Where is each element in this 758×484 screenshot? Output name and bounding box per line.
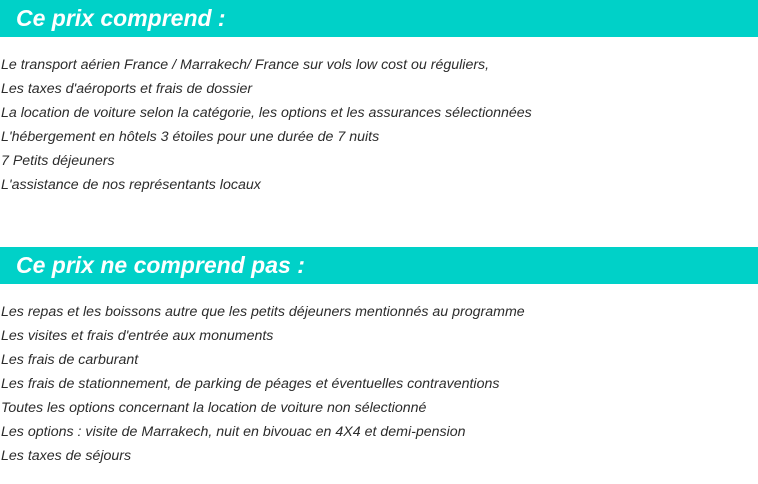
list-item: L'hébergement en hôtels 3 étoiles pour une durée de 7 nuits [1, 129, 380, 145]
list-item: 7 Petits déjeuners [1, 153, 115, 169]
list-item: Toutes les options concernant la location de voiture non sélectionné [1, 400, 427, 416]
excludes-heading: Ce prix ne comprend pas : [0, 247, 758, 284]
list-item: Les options : visite de Marrakech, nuit en bivouac en 4X4 et demi-pension [1, 424, 466, 440]
includes-heading: Ce prix comprend : [0, 0, 758, 37]
list-item: Les frais de carburant [1, 352, 139, 368]
list-item: Les taxes d'aéroports et frais de dossier [1, 81, 253, 97]
list-item: Les visites et frais d'entrée aux monuments [1, 328, 274, 344]
list-item: La location de voiture selon la catégorie, les options et les assurances sélectionnées [1, 105, 532, 121]
list-item: Les taxes de séjours [1, 448, 132, 464]
excludes-list [0, 300, 758, 468]
list-item: Les repas et les boissons autre que les petits déjeuners mentionnés au programme [1, 304, 525, 320]
list-item: Les frais de stationnement, de parking de péages et éventuelles contraventions [1, 376, 500, 392]
list-item: Le transport aérien France / Marrakech/ France sur vols low cost ou réguliers, [1, 57, 490, 73]
list-item: L'assistance de nos représentants locaux [1, 177, 261, 193]
includes-list [0, 53, 758, 197]
